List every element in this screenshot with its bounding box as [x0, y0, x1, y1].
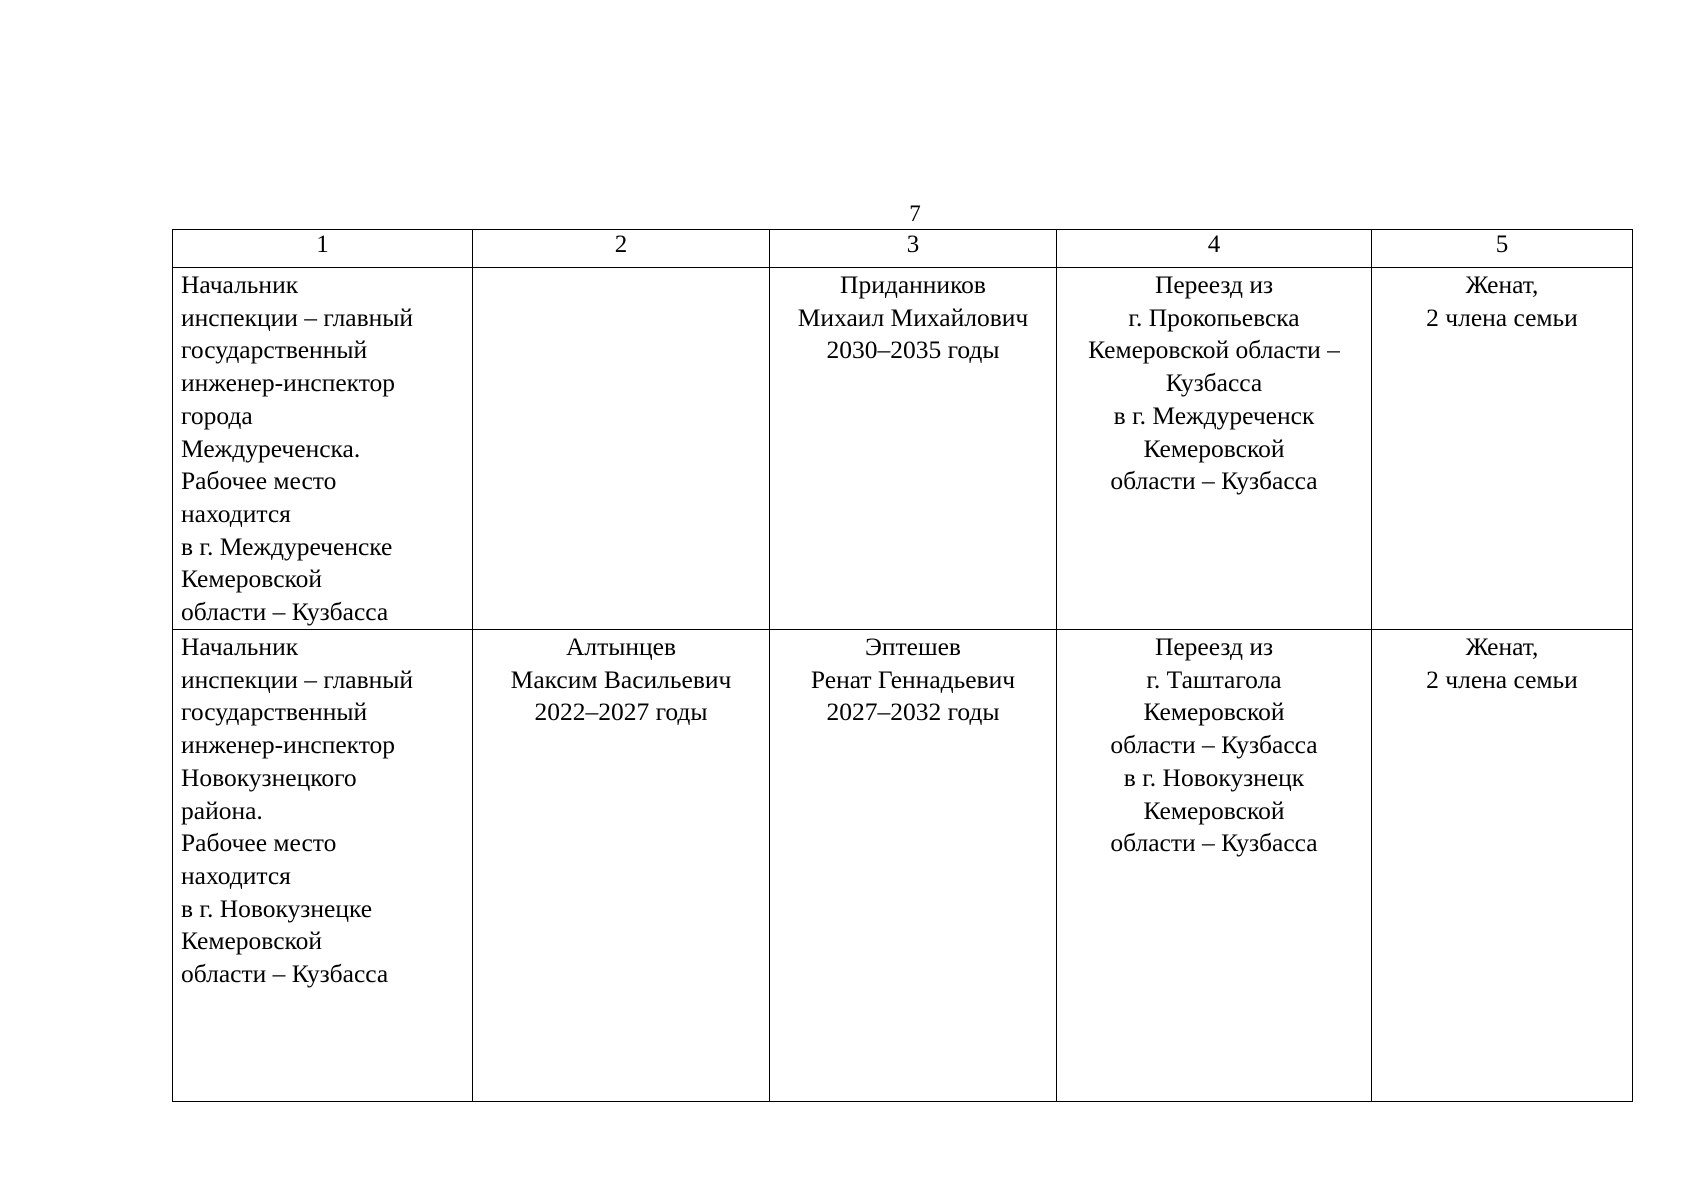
table-row	[173, 630, 1633, 1102]
cell-line: Кемеровской	[1143, 433, 1285, 463]
cell-line: государственный	[181, 697, 368, 727]
cell-line: находится	[181, 498, 291, 528]
column-header: 5	[1372, 230, 1633, 268]
candidate-cell	[770, 630, 1057, 1102]
cell-line: 2 члена семьи	[1426, 302, 1578, 332]
column-header: 3	[770, 230, 1057, 268]
cell-line: Рабочее место	[181, 466, 337, 496]
family-status-cell	[1372, 268, 1633, 630]
relocation-cell	[1057, 630, 1372, 1102]
cell-line: области – Кузбасса	[1110, 466, 1318, 496]
cell-line: Алтынцев	[565, 632, 677, 661]
position-cell	[173, 630, 473, 1102]
relocation-cell	[1057, 268, 1372, 630]
page-number: 7	[909, 201, 921, 226]
cell-line: Женат,	[1465, 632, 1539, 661]
current-holder-cell	[473, 630, 770, 1102]
cell-line: Женат,	[1465, 270, 1539, 299]
cell-line: 2027–2032 годы	[826, 697, 1000, 727]
cell-line: района.	[181, 795, 263, 825]
cell-line: 2022–2027 годы	[534, 697, 708, 727]
cell-line: инспекции – главный	[181, 664, 414, 694]
cell-line: Кемеровской	[181, 926, 323, 956]
cell-line: Рабочее место	[181, 828, 337, 858]
table-row	[173, 268, 1633, 630]
column-header: 4	[1057, 230, 1372, 268]
cell-line: Переезд из	[1154, 270, 1274, 299]
cell-line: Кемеровской	[1143, 795, 1285, 825]
cell-line: Михаил Михайлович	[797, 302, 1029, 332]
cell-line: в г. Новокузнецке	[181, 893, 373, 923]
cell-line: города	[181, 400, 253, 430]
cell-line: в г. Междуреченске	[181, 531, 393, 561]
current-holder-cell	[473, 268, 770, 630]
cell-line: Кемеровской	[181, 564, 323, 594]
cell-line: Ренат Геннадьевич	[810, 664, 1016, 694]
cell-line: области – Кузбасса	[1110, 828, 1318, 858]
position-cell	[173, 268, 473, 630]
cell-line: Кемеровской	[1143, 697, 1285, 727]
family-status-cell	[1372, 630, 1633, 1102]
cell-line: области – Кузбасса	[181, 597, 389, 627]
cell-line: инженер-инспектор	[181, 730, 396, 760]
cell-line: 2030–2035 годы	[826, 335, 1000, 365]
cell-line: в г. Новокузнецк	[1123, 762, 1305, 792]
column-header: 1	[173, 230, 473, 268]
column-header: 2	[473, 230, 770, 268]
document-table	[172, 229, 1633, 1102]
cell-line: г. Прокопьевска	[1128, 302, 1300, 332]
cell-line: Максим Васильевич	[510, 664, 732, 694]
cell-line: г. Таштагола	[1146, 664, 1282, 694]
cell-line: находится	[181, 860, 291, 890]
cell-line: Приданников	[840, 270, 986, 299]
candidate-cell	[770, 268, 1057, 630]
cell-line: Начальник	[181, 270, 299, 299]
cell-line: Переезд из	[1154, 632, 1274, 661]
cell-line: 2 члена семьи	[1426, 664, 1578, 694]
cell-line: Кузбасса	[1165, 368, 1263, 398]
cell-line: области – Кузбасса	[1110, 730, 1318, 760]
cell-line: Эптешев	[865, 632, 961, 661]
cell-line: Кемеровской области –	[1088, 335, 1340, 365]
cell-line: инженер-инспектор	[181, 368, 396, 398]
table-header-row	[173, 230, 1633, 268]
cell-line: инспекции – главный	[181, 302, 414, 332]
cell-line: области – Кузбасса	[181, 959, 389, 989]
cell-line: Междуреченска.	[181, 433, 361, 463]
cell-line: государственный	[181, 335, 368, 365]
cell-line: в г. Междуреченск	[1113, 400, 1315, 430]
cell-line: Начальник	[181, 632, 299, 661]
cell-line: Новокузнецкого	[181, 762, 357, 792]
